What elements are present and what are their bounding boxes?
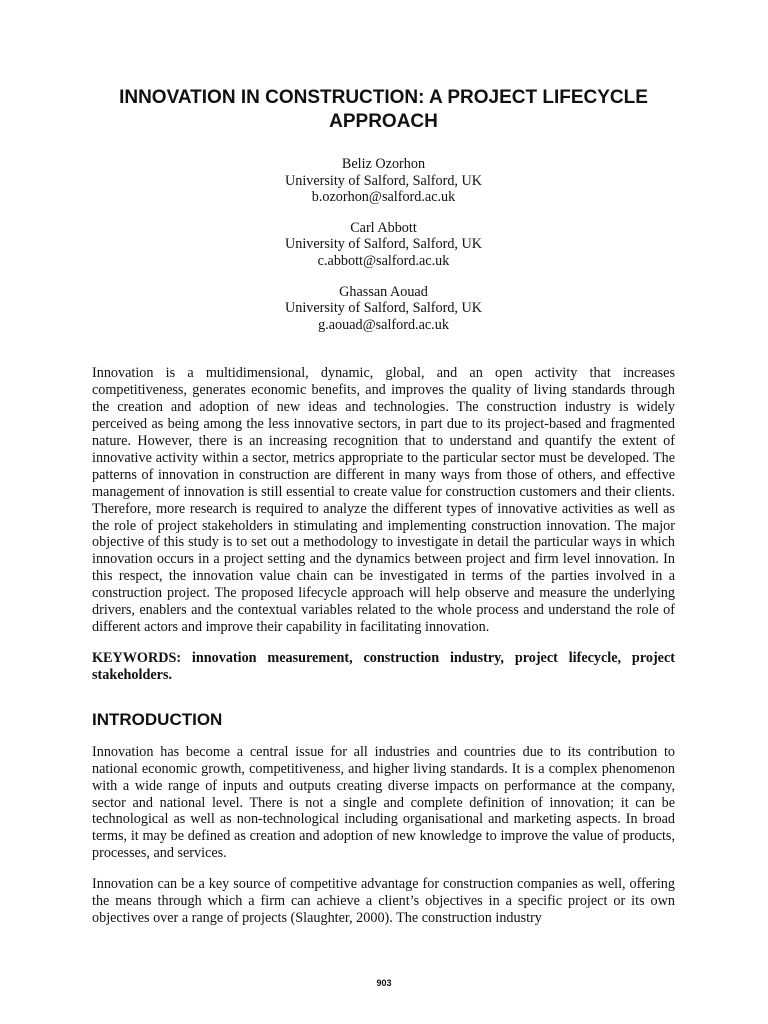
author-name: Carl Abbott [350, 219, 417, 236]
author-list [92, 156, 675, 333]
body-paragraph: Innovation can be a key source of competitive advantage for construction companies as well, offering the means through which a firm can achieve a client’s objectives in a specific project or its own objectives over a range of projects (Slaughter, 2000). The construction industry [92, 876, 675, 926]
author-name: Ghassan Aouad [339, 283, 428, 300]
page-number: 903 [376, 978, 392, 988]
author-block [92, 284, 675, 334]
paper-page [92, 86, 675, 927]
author-affiliation: University of Salford, Salford, UK [284, 172, 483, 189]
author-block [92, 156, 675, 206]
author-email: b.ozorhon@salford.ac.uk [311, 189, 456, 206]
paper-title: INNOVATION IN CONSTRUCTION: A PROJECT LIFECYCLE APPROACH [119, 87, 648, 132]
body-paragraph: Innovation has become a central issue for all industries and countries due to its contribution to national economic growth, competitiveness, and higher living standards. It is a complex phenomenon with a wide range of inputs and outputs creating diverse impacts on performance at the company, sector and national level. There is not a single and complete definition of innovation; it can be technological as well as non-technological including organisational and marketing aspects. In broad terms, it may be defined as creation and adoption of new knowledge to improve the value of products, processes, and services. [92, 743, 675, 862]
author-email: c.abbott@salford.ac.uk [317, 252, 450, 269]
section-heading-introduction: INTRODUCTION [92, 709, 223, 729]
abstract-text: Innovation is a multidimensional, dynamic, global, and an open activity that increases competitiveness, generates economic benefits, and improves the quality of living standards through the creation and adoption of new ideas and technologies. The construction industry is widely perceived as being among the less innovative sectors, in part due to its project-based and fragmented nature. However, there is an increasing recognition that to understand and quantify the extent of innovative activity within a sector, metrics appropriate to the particular sector must be developed. The patterns of innovation in construction are different in many ways from those of others, and effective management of innovation is still essential to create value for construction customers and their clients. Therefore, more research is required to analyze the different types of innovative activities as well as the role of project stakeholders in stimulating and implementing construction innovation. The major objective of this study is to set out a methodology to investigate in detail the particular ways in which innovation occurs in a project setting and the dynamics between project and firm level innovation. In this respect, the innovation value chain can be investigated in terms of the parties involved in a construction project. The proposed lifecycle approach will help observe and measure the underlying drivers, enablers and the contextual variables related to the whole process and understand the role of different actors and improve their capability in facilitating innovation. [92, 365, 675, 635]
author-name: Beliz Ozorhon [341, 156, 426, 172]
author-email: g.aouad@salford.ac.uk [318, 316, 449, 333]
author-affiliation: University of Salford, Salford, UK [284, 236, 483, 253]
keywords-text: KEYWORDS: innovation measurement, construction industry, project lifecycle, project stakeholders. [92, 650, 675, 683]
author-block [92, 220, 675, 270]
author-affiliation: University of Salford, Salford, UK [284, 300, 483, 317]
